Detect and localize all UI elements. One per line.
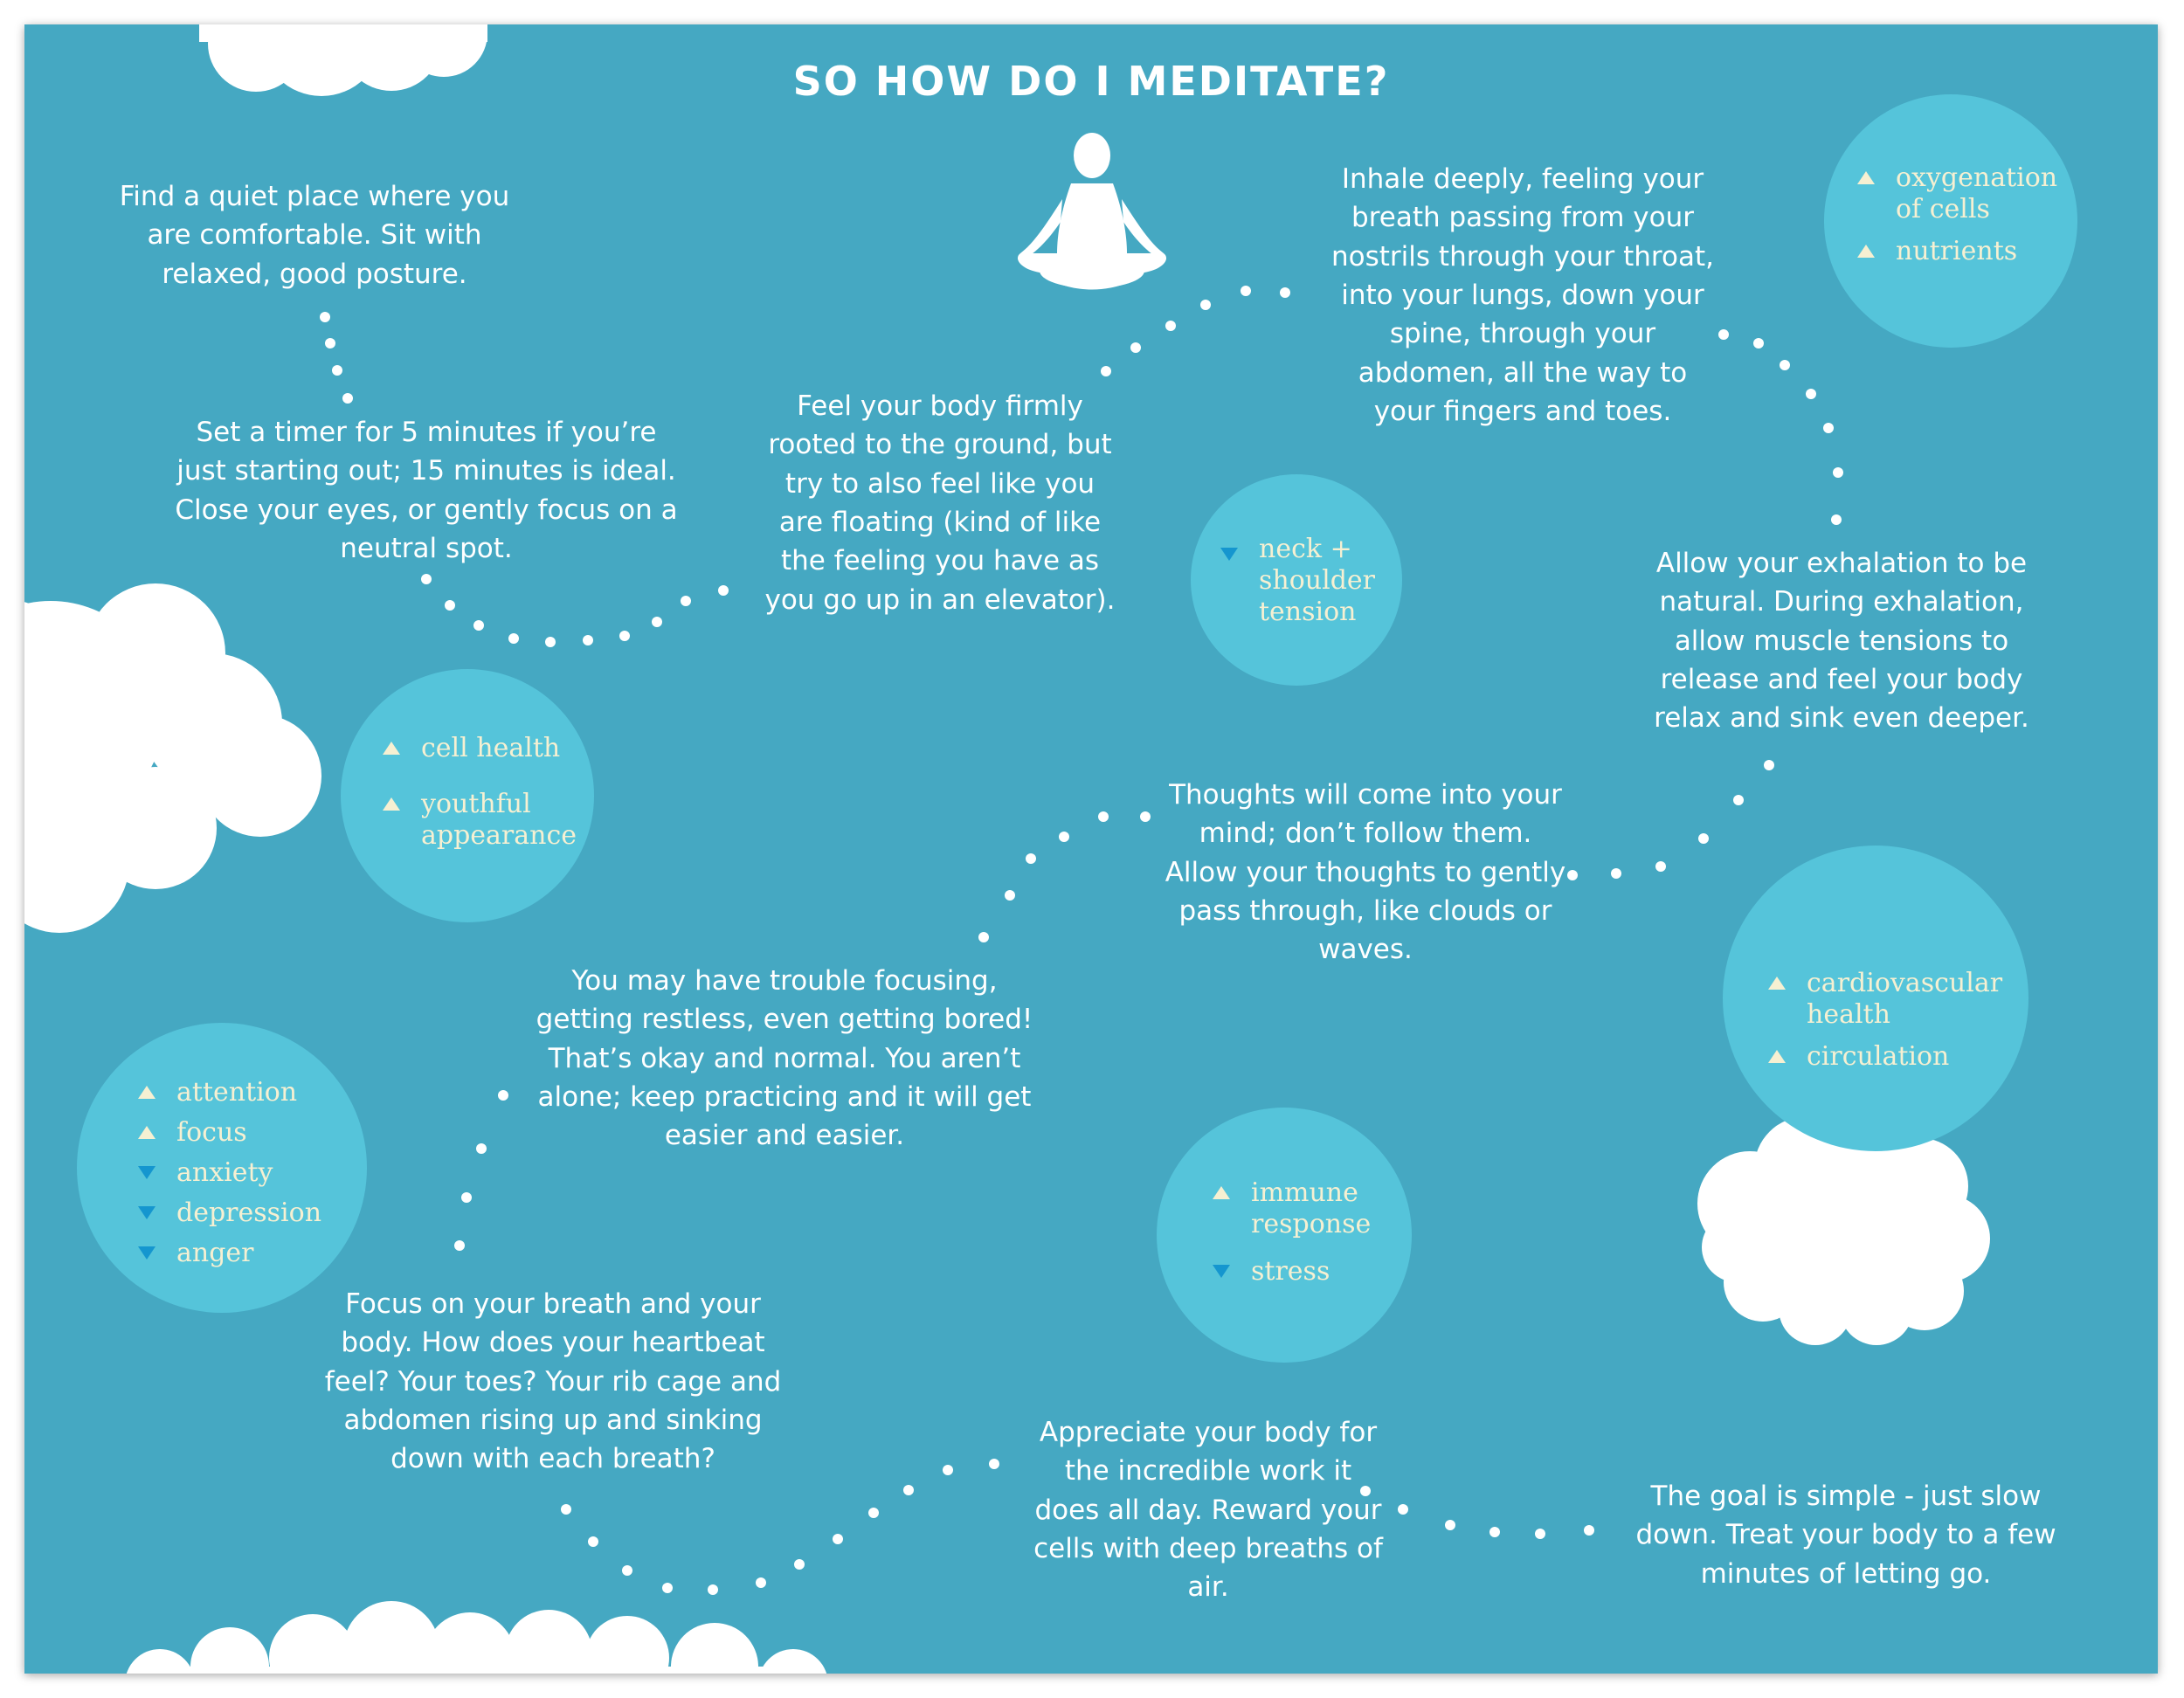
benefit-item	[138, 1077, 348, 1108]
path-dot	[662, 1583, 673, 1593]
benefit-item	[1857, 162, 2067, 225]
step-10-text: The goal is simple - just slow down. Treat your body to a few minutes of letting go.	[1635, 1481, 2056, 1590]
benefit-circle-immune	[1157, 1108, 1412, 1363]
benefit-item	[1220, 534, 1386, 628]
benefit-item	[138, 1238, 348, 1269]
path-dot	[561, 1504, 571, 1515]
path-dot	[583, 635, 593, 645]
benefit-circle-oxygenation	[1824, 94, 2077, 348]
path-dot	[794, 1559, 805, 1570]
page-title: SO HOW DO I MEDITATE?	[792, 58, 1390, 105]
benefit-label: circulation	[1807, 1041, 1950, 1072]
path-dot	[461, 1192, 472, 1203]
path-dot	[903, 1485, 914, 1495]
path-dot	[1280, 287, 1290, 298]
benefit-circle-cardiovascular	[1723, 846, 2028, 1151]
path-dot	[1753, 338, 1764, 349]
path-dot	[1764, 760, 1774, 770]
path-dot	[1655, 861, 1666, 872]
meditating-person-icon	[1018, 133, 1166, 290]
path-dot	[445, 600, 455, 611]
path-dot	[1733, 795, 1744, 805]
path-dot	[342, 393, 353, 404]
path-dot	[1200, 300, 1211, 310]
path-dot	[1833, 467, 1843, 478]
path-dot	[718, 585, 729, 596]
path-dot	[1489, 1527, 1500, 1537]
benefit-item	[1213, 1177, 1396, 1240]
decrease-arrow-icon	[1220, 548, 1238, 561]
step-6-text: Thoughts will come into your mind; don’t follow them. Allow your thoughts to gently pass through, like clouds or waves.	[1165, 779, 1566, 966]
increase-arrow-icon	[1768, 1050, 1786, 1063]
increase-arrow-icon	[138, 1126, 156, 1139]
benefit-item	[1768, 968, 2013, 1031]
path-dot	[421, 574, 432, 584]
benefit-circle-mind	[77, 1023, 367, 1313]
decrease-arrow-icon	[138, 1246, 156, 1260]
benefit-list	[1768, 968, 2013, 1073]
decrease-arrow-icon	[138, 1206, 156, 1219]
path-dot	[622, 1565, 632, 1576]
path-dot	[1806, 389, 1816, 399]
benefit-label: nutrients	[1896, 236, 2018, 266]
path-dot	[619, 631, 630, 641]
path-dot	[1005, 890, 1015, 901]
path-dot	[454, 1240, 465, 1251]
benefit-list	[138, 1077, 348, 1269]
benefit-item	[383, 733, 584, 764]
benefit-label: immune response	[1251, 1177, 1372, 1239]
benefit-label: youthful appearance	[421, 789, 577, 851]
benefit-item	[1857, 236, 2067, 267]
path-dot	[1098, 811, 1109, 822]
path-dot	[1140, 811, 1151, 822]
benefit-label: anxiety	[176, 1157, 273, 1188]
path-dot	[708, 1584, 718, 1595]
path-dot	[1718, 329, 1729, 340]
path-dot	[833, 1534, 843, 1544]
benefit-circle-cell-health	[341, 669, 594, 922]
benefit-label: depression	[176, 1198, 322, 1228]
path-dot	[1398, 1504, 1408, 1515]
increase-arrow-icon	[138, 1086, 156, 1099]
path-dot	[508, 633, 519, 644]
increase-arrow-icon	[383, 742, 400, 755]
path-dot	[1823, 423, 1834, 433]
benefit-label: focus	[176, 1117, 247, 1148]
path-dot	[473, 620, 484, 631]
step-8-text: Focus on your breath and your body. How does your heartbeat feel? Your toes? Your rib cage and abdomen rising up and sinking down with each breath?	[324, 1288, 782, 1475]
path-dot	[978, 932, 989, 942]
path-dot	[1101, 366, 1111, 376]
path-dot	[498, 1090, 508, 1101]
path-dot	[545, 637, 556, 647]
benefit-list	[1857, 162, 2067, 267]
decrease-arrow-icon	[138, 1166, 156, 1179]
benefit-item	[1768, 1041, 2013, 1073]
path-dot	[476, 1143, 487, 1154]
increase-arrow-icon	[1213, 1186, 1230, 1199]
benefit-item	[1213, 1256, 1396, 1287]
path-dot	[320, 312, 330, 322]
step-4-text: Inhale deeply, feeling your breath passing from your nostrils through your throat, into your lungs, down your spine, through your abdomen, all the way to your fingers and toes.	[1331, 163, 1714, 427]
step-2-text: Set a timer for 5 minutes if you’re just starting out; 15 minutes is ideal. Close your eyes, or gently focus on a neutral spot.	[175, 417, 678, 564]
path-dot	[868, 1508, 879, 1518]
infographic-poster	[24, 24, 2158, 1674]
increase-arrow-icon	[1857, 171, 1875, 184]
benefit-item	[138, 1198, 348, 1229]
benefit-label: cardiovascular health	[1807, 968, 2003, 1030]
path-dot	[588, 1536, 598, 1547]
path-dot	[1026, 853, 1036, 864]
step-1-text: Find a quiet place where you are comfortable. Sit with relaxed, good posture.	[119, 181, 510, 290]
benefit-label: cell health	[421, 733, 561, 763]
benefit-item	[138, 1117, 348, 1149]
cloud-bottom-left	[125, 1601, 828, 1674]
cloud-left	[24, 583, 321, 933]
increase-arrow-icon	[1857, 245, 1875, 258]
path-dot	[1611, 868, 1621, 879]
path-dot	[989, 1459, 999, 1469]
path-dot	[1241, 286, 1251, 296]
step-9-text: Appreciate your body for the incredible work it does all day. Reward your cells with deep breaths of air.	[1033, 1417, 1383, 1604]
path-dot	[1445, 1520, 1455, 1530]
path-dot	[1059, 832, 1069, 842]
benefit-circle-tension	[1191, 474, 1402, 686]
path-dot	[1165, 321, 1176, 331]
path-dot	[1130, 342, 1141, 353]
step-3-text: Feel your body firmly rooted to the ground, but try to also feel like you are floating (kind of like the feeling you have as you go up in an elevator).	[764, 390, 1116, 616]
benefit-list	[1220, 534, 1386, 628]
benefit-item	[138, 1157, 348, 1189]
benefit-list	[383, 733, 584, 852]
path-dot	[1780, 360, 1790, 370]
path-dot	[1831, 514, 1842, 525]
path-dot	[1567, 870, 1578, 880]
benefit-label: stress	[1251, 1256, 1330, 1287]
path-dot	[652, 617, 662, 627]
benefit-label: attention	[176, 1077, 298, 1108]
benefit-label: oxygenation of cells	[1896, 162, 2058, 224]
path-dot	[1584, 1525, 1594, 1536]
path-dot	[756, 1577, 766, 1588]
increase-arrow-icon	[383, 797, 400, 811]
benefit-label: neck + shoulder tension	[1259, 534, 1375, 627]
path-dot	[681, 596, 691, 606]
step-7-text: You may have trouble focusing, getting restless, even getting bored! That’s okay and normal. You aren’t alone; keep practicing and it will get easier and easier.	[536, 965, 1033, 1152]
step-5-text: Allow your exhalation to be natural. During exhalation, allow muscle tensions to release and feel your body relax and sink even deeper.	[1654, 548, 2029, 735]
path-dot	[943, 1465, 953, 1475]
path-dot	[1535, 1529, 1545, 1539]
increase-arrow-icon	[1768, 977, 1786, 990]
path-dot	[332, 365, 342, 376]
benefit-item	[383, 789, 584, 852]
decrease-arrow-icon	[1213, 1265, 1230, 1278]
benefit-list	[1213, 1177, 1396, 1287]
benefit-label: anger	[176, 1238, 254, 1268]
path-dot	[325, 338, 335, 349]
path-dot	[1698, 833, 1709, 844]
